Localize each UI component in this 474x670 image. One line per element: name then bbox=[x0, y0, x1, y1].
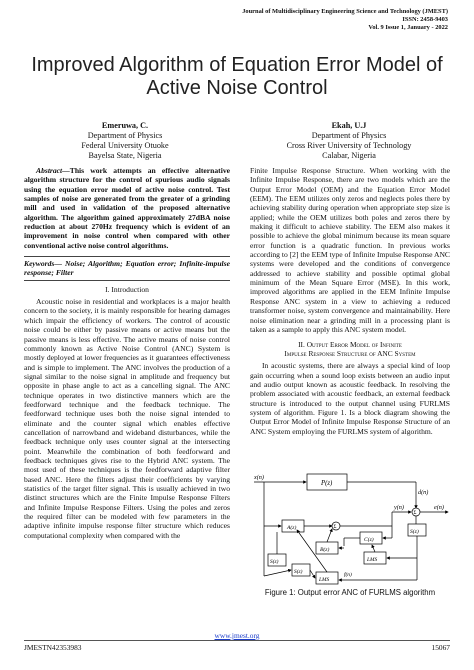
label-xn: x(n) bbox=[254, 474, 264, 481]
journal-volume: Vol. 9 Issue 1, January - 2022 bbox=[368, 24, 448, 31]
page-number: 15067 bbox=[431, 643, 450, 652]
left-column bbox=[24, 166, 230, 540]
label-sum-left: Σ bbox=[333, 525, 337, 530]
label-en: e(n) bbox=[434, 504, 444, 511]
author-block-1 bbox=[30, 121, 220, 161]
keywords-label: Keywords— bbox=[24, 259, 62, 269]
abstract bbox=[24, 166, 230, 250]
right-column bbox=[250, 166, 450, 436]
author-location: Calabar, Nigeria bbox=[322, 151, 376, 160]
label-yn: y(n) bbox=[394, 504, 404, 511]
abstract-text: —This work attempts an effective alternative algorithm structure for the control of spurious audio signals using the equation error model of active noise control. Test samples of noise are generated from the greater of a grinding mill and used in validation of the proposed alternative algorithm. The algorithm gained approximately 27dBA noise reduction at about 270Hz frequency which is evident of an improvement in noise control when compared with other conventional active noise control algorithms. bbox=[24, 166, 230, 250]
journal-name: Journal of Multidisciplinary Engineering Science and Technology (JMEST) bbox=[242, 8, 448, 15]
footer-paper-id: JMESTN42353983 bbox=[24, 643, 82, 652]
section-heading-output-error-model bbox=[250, 340, 450, 358]
author-block-2 bbox=[254, 121, 444, 161]
label-cz: C(z) bbox=[364, 537, 374, 543]
label-sz-left-1: S(z) bbox=[270, 559, 279, 565]
block-diagram-figure bbox=[252, 468, 450, 588]
label-lms-right: LMS bbox=[367, 557, 378, 563]
label-lms-bottom: LMS bbox=[319, 577, 330, 583]
section-heading-introduction: I. Introduction bbox=[105, 284, 149, 294]
label-pz: P(z) bbox=[321, 480, 333, 487]
journal-header bbox=[242, 8, 448, 32]
footer-url-link[interactable]: www.jmest.org bbox=[214, 631, 260, 640]
author-dept: Department of Physics bbox=[311, 131, 387, 140]
footer-rule bbox=[24, 640, 450, 641]
paper-title bbox=[20, 54, 454, 100]
label-sz-right: S(z) bbox=[410, 529, 419, 535]
author-dept: Department of Physics bbox=[87, 131, 163, 140]
continued-paragraph: Finite Impulse Response Structure. When working with the Infinite Impulse Response, there are two models which are the Output Error Model (OEM) and the Equation Error Model (EEM). The EEM utilizes only zeros and neglects poles there by achieving stability during operation when appropriate step size is applied; while the OEM utilizes both poles and zeros there by making it difficult to achieve stability. The EEM also makes it possible to achieve the global minimum because its mean square error function is a quadratic function. In previous works according to [2] the EEM type of Infinite Impulse Response ANC systems were developed and the conditions of convergence addressed to achieve stability and possible optimal global minimum of the Mean Square Error (MSE). In this work, improved algorithms are applied in the EEM Infinite Impulse Response ANC system in a view to achieving a reduced transformer noise, system convergence and maintainability. Here noise elimination near a grinding mill in a processing plant is taken as a sample to apply this ANC system model. bbox=[250, 166, 450, 334]
label-bz: B(z) bbox=[320, 547, 330, 553]
label-dn: d(n) bbox=[418, 489, 429, 496]
author-name: Ekah, U.J bbox=[331, 121, 367, 130]
intro-paragraph: Acoustic noise in residential and workplaces is a major health concern to the society, it is mainly responsible for hearing damages which impair the efficiency of workers. The control of acoustic noise could be either by passive means or active means but the passive means is less effective. The active means of noise control commonly known as Active Noise Control (ANC) System is mostly deployed at lower frequencies as it guarantees effectiveness and is simple to implement. The ANC involves the production of a signal similar to the noise signal in amplitude and frequency but opposite in phase angle to act as a cancelling signal. The ANC technique operates in two distinctive manners which are the feedforward technique and the feedback technique. The feedforward technique uses both the noise signal intended to eliminate and the counter signal which enables effective cancellation of narrowband and wideband disturbances, while the feedback technique only uses counter signal at the intersecting point. Meanwhile the combination of both feedforward and feedback techniques gives rise to the Hybrid ANC system. The most used of these techniques is the feedforward adaptive filter based ANC. Here the filters adjust their coefficients by varying statistics of the target filter signal. This is usually achieved in two distinct structures which are the Finite Impulse Response Filters and Infinite Impulse Response Filters. Using the poles and zeros the required filter can be modeled with few parameters in the adaptive infinite impulse response filter structure which reduces computational complexity when compared with the bbox=[24, 297, 230, 540]
author-institution: Federal University Otuoke bbox=[81, 141, 169, 150]
label-sum-right: Σ bbox=[413, 511, 417, 516]
keywords-text: Noise; Algorithm; Equation error; Infinite-impulse response; Filter bbox=[24, 259, 230, 278]
section2-line-1: II. Output Error Model of Infinite bbox=[298, 340, 402, 350]
section2-line-2: Impulse Response Structure of ANC System bbox=[284, 349, 416, 359]
journal-issn: ISSN: 2458-9403 bbox=[402, 16, 448, 23]
author-location: Bayelsa State, Nigeria bbox=[88, 151, 162, 160]
title-line-1: Improved Algorithm of Equation Error Model of bbox=[31, 54, 443, 76]
author-institution: Cross River University of Technology bbox=[286, 141, 412, 150]
title-line-2: Active Noise Control bbox=[146, 77, 328, 99]
section2-paragraph: In acoustic systems, there are always a special kind of loop gain occurring when a sound loop exists between an audio input and audio output known as acoustic feedback. In resolving the problem associated with acoustic feedback, an external feedback structure is introduced to the output channel using FURLMS system of algorithm. Figure 1. Is a block diagram showing the Output Error Model of Infinite Impulse Response Structure of an ANC System employing the FURLMS system of algorithm. bbox=[250, 361, 450, 436]
label-az: A(z) bbox=[287, 525, 297, 531]
figure-caption: Figure 1: Output error ANC of FURLMS algorithm bbox=[264, 588, 436, 597]
label-fn: f(n) bbox=[344, 572, 352, 578]
abstract-label: Abstract bbox=[36, 166, 63, 175]
label-sz-left-2: S(z) bbox=[294, 569, 303, 575]
author-name: Emeruwa, C. bbox=[101, 121, 149, 130]
keywords bbox=[24, 256, 230, 281]
